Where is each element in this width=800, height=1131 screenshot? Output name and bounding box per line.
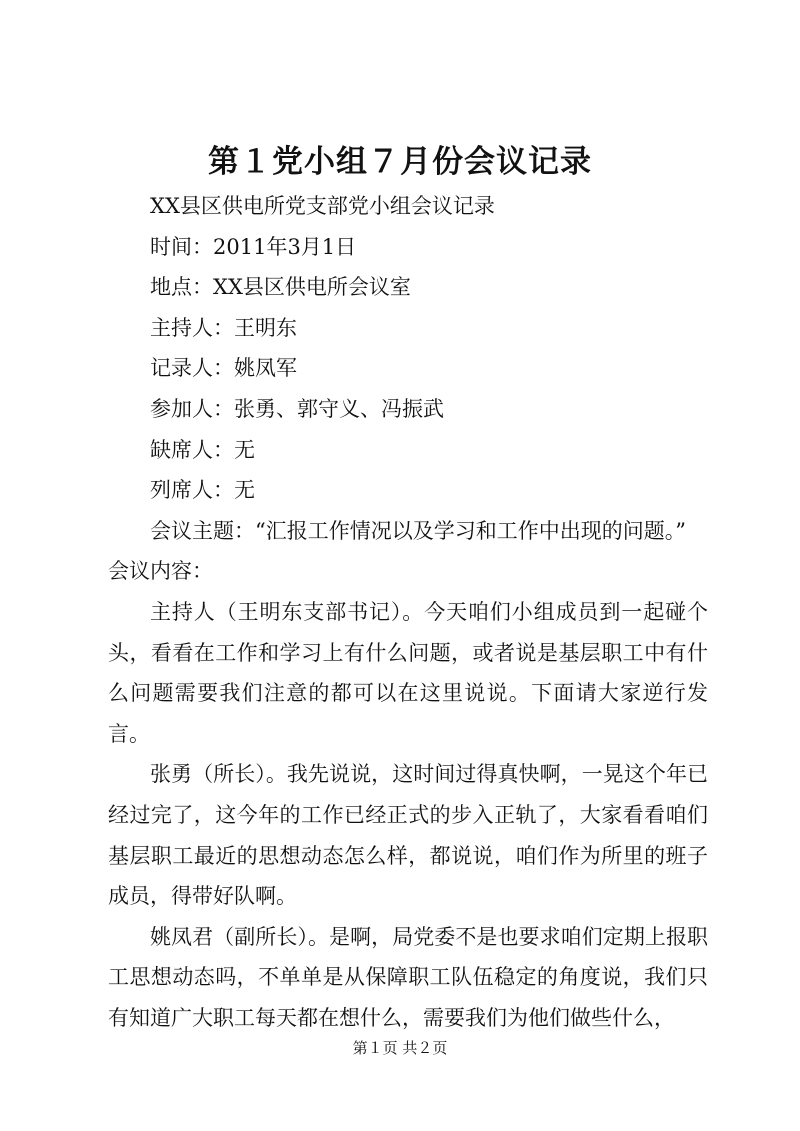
meeting-host: 主持人：王明东 — [150, 315, 297, 340]
meeting-absentees: 缺席人：无 — [150, 437, 255, 462]
meeting-location: 地点：XX县区供电所会议室 — [150, 275, 411, 300]
header-line: XX县区供电所党支部党小组会议记录 — [150, 194, 495, 218]
meeting-observers: 列席人：无 — [150, 478, 255, 503]
page-indicator: 第１页 共２页 — [352, 1039, 448, 1057]
meeting-topic: 会议主题：“汇报工作情况以及学习和工作中出现的问题。” — [150, 518, 686, 543]
meeting-recorder: 记录人：姚凤军 — [150, 356, 297, 381]
discussion-paragraph: 姚凤君（副所长）。是啊，局党委不是也要求咱们定期上报职工思想动态吗，不单单是从保障职工队伍稳定的角度说，我们只有知道广大职工每天都在想什么，需要我们为他们做些什么， — [108, 924, 708, 1030]
discussion-paragraph: 主持人（王明东支部书记）。今天咱们小组成员到一起碰个头，看看在工作和学习上有什么问题，或者说是基层职工中有什么问题需要我们注意的都可以在这里说说。下面请大家逆行发言。 — [108, 599, 708, 746]
meeting-time: 时间：2011年3月1日 — [150, 234, 357, 259]
discussion-paragraph: 张勇（所长）。我先说说，这时间过得真快啊，一晃这个年已经过完了，这今年的工作已经正式的步入正轨了，大家看看咱们基层职工最近的思想动态怎么样，都说说，咱们作为所里的班子成员，得带好队啊。 — [108, 762, 708, 909]
content-label: 会议内容： — [108, 559, 213, 584]
document-title: 第１党小组７月份会议记录 — [208, 144, 592, 180]
meeting-attendees: 参加人：张勇、郭守义、冯振武 — [150, 396, 444, 421]
document-body — [108, 186, 708, 1038]
